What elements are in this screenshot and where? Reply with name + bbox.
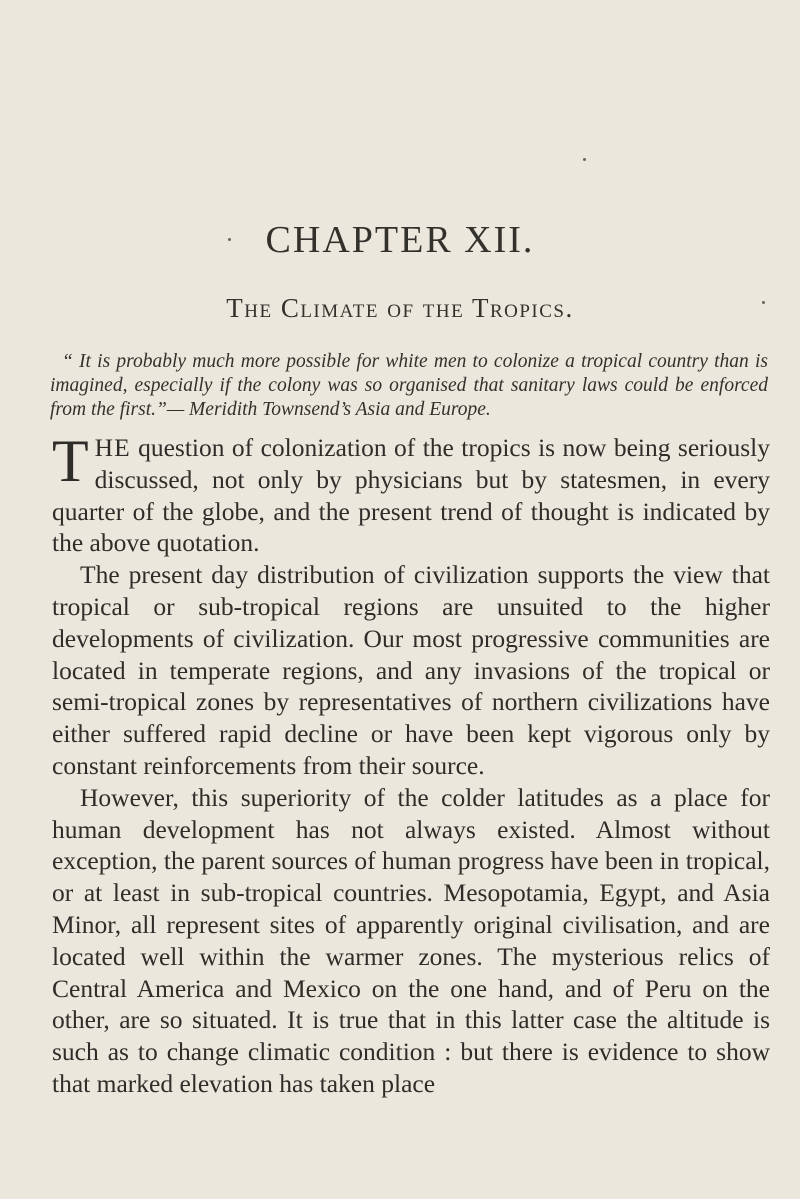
paper-speck xyxy=(583,158,586,161)
chapter-body xyxy=(52,428,770,1100)
lead-word: HE xyxy=(94,433,131,462)
paragraph-1-text: question of colonization of the tropics is now being seriously discussed, not only by physicians but by statesmen, in every quarter of the globe, and the present trend of thought is indicated by the above quotation. xyxy=(52,433,770,558)
paragraph-1 xyxy=(52,428,770,559)
drop-cap: T xyxy=(52,428,89,494)
chapter-title: The Climate of the Tropics. xyxy=(226,293,574,323)
paper-speck xyxy=(762,301,765,304)
paper-speck xyxy=(228,238,231,241)
epigraph-quotation: “ It is probably much more possible for white men to colonize a tropical country than is imagined, especially if the colony was so organised that sanitary laws could be enforced from the first.”— Meridith Townsend’s Asia and Europe. xyxy=(50,351,768,420)
paragraph-3: However, this superiority of the colder latitudes as a place for human development has not always existed. Almost without exception, the parent sources of human progress have been in tropical, or at least in sub-tropical countries. Mesopotamia, Egypt, and Asia Minor, all represent sites of apparently original civilisation, and are located well within the warmer zones. The mysterious relics of Central America and Mexico on the one hand, and of Peru on the other, are so situated. It is true that in this latter case the altitude is such as to change climatic condition : but there is evidence to show that marked elevation has taken place xyxy=(52,782,770,1098)
paragraph-2: The present day distribution of civilization supports the view that tropical or sub-tropical regions are unsuited to the higher developments of civilization. Our most progressive communities are located in temperate regions, and any invasions of the tropical or semi-tropical zones by representatives of northern civilizations have either suffered rapid decline or have been kept vigorous only by constant reinforcements from their source. xyxy=(52,560,770,780)
chapter-number: CHAPTER XII. xyxy=(265,219,535,261)
